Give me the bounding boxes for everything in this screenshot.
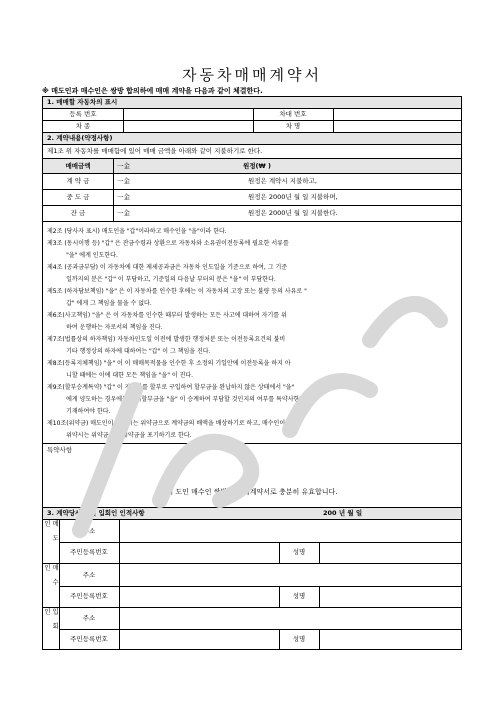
balance-value: 一金 <box>117 209 130 218</box>
buyer-address-field[interactable] <box>119 564 461 586</box>
contract-clause-line: 하여 운행하는 자로서의 책임을 진다. <box>47 324 163 331</box>
seller-id-label: 주민등록번호 <box>70 548 108 557</box>
car-name-field[interactable] <box>333 121 463 132</box>
reg-no-field[interactable] <box>123 109 253 120</box>
buyer-name-label: 성명 <box>292 592 306 601</box>
reg-no-label: 등록 번호 <box>69 110 97 119</box>
seller-address-label: 주소 <box>82 526 96 535</box>
contract-clause-line: 제9조(할부승계특약) "갑" 이 자동차를 할부로 구입하여 할부금을 완납하지 않은 상태에서 "을" <box>47 384 295 391</box>
price-value: 一金 <box>117 161 130 170</box>
buyer-label: 매수인 <box>43 564 60 593</box>
contract-clause-line: 제8조(등록지체책임) "을" 이 이 매매목적물을 인수한 후 소정의 기일안에 이전등록을 하지 아 <box>47 360 291 367</box>
section2-heading: 2. 계약내용(약정사항) <box>47 134 113 143</box>
contract-clause-line: 기타 행정상의 하자에 대하여는 "갑" 이 그 책임을 진다. <box>47 348 211 355</box>
car-type-field[interactable] <box>123 121 253 132</box>
special-terms-label: 특약사항 <box>47 446 73 454</box>
buyer-name-field[interactable] <box>319 586 461 607</box>
deposit-row <box>43 174 461 190</box>
buyer-id-field[interactable] <box>119 586 279 607</box>
vehicle-row-1 <box>43 109 461 121</box>
price-label: 매매금액 <box>65 161 91 170</box>
price-words: 원정(₩ ) <box>243 161 271 170</box>
seller-name-label: 성명 <box>292 548 306 557</box>
validity-statement: 이 도인 매수인 쌍방의 매매계약서로 충분히 유효합니다. <box>166 488 338 496</box>
deposit-label: 계 약 금 <box>66 177 90 186</box>
witness-id-field[interactable] <box>119 629 279 650</box>
seller-id-field[interactable] <box>119 542 279 563</box>
balance-row <box>43 206 461 222</box>
contract-clause-line: 니할 때에는 이에 대한 모든 책임을 "을" 이 진다. <box>47 372 194 379</box>
seller-block <box>43 520 461 564</box>
balance-label: 잔 금 <box>70 209 86 218</box>
seller-address-field[interactable] <box>119 520 461 542</box>
middle-label: 중 도 금 <box>66 193 90 202</box>
section1-heading: 1. 매매할 자동차의 표시 <box>47 98 118 107</box>
contract-clause-line: 에게 양도하는 경우에는 잔여할부금을 "을" 이 승계하여 부담할 것인지의 여부를 특약사항란에 <box>47 396 311 403</box>
deposit-value: 一金 <box>117 177 130 186</box>
car-name-label: 차 명 <box>285 122 301 131</box>
buyer-block <box>43 564 461 608</box>
witness-block <box>43 608 461 650</box>
witness-name-field[interactable] <box>319 629 461 650</box>
contract-clause-line: 일까지의 분은 "갑" 이 부담하고, 기준일의 다음날 부터의 분은 "을" 이 부담한다. <box>47 276 276 283</box>
contract-clause-line: 제4조 (공과금부담) 이 자동차에 대한 제세공과금은 자동차 인도일을 기준으로 하여, 그 기준 <box>47 264 288 271</box>
contract-clause-line: 제7조(법률상의 하자책임) 자동차인도일 이전에 발생한 행정처분 또는 이전등록요건의 불비 <box>47 336 286 343</box>
contract-clause-line: 제6조(사고책임) "을" 은 이 자동차를 인수한 때부터 발생하는 모든 사고에 대하여 자기를 위 <box>47 312 287 319</box>
witness-id-label: 주민등록번호 <box>70 635 108 644</box>
middle-value: 一金 <box>117 193 130 202</box>
section3-heading-row <box>43 508 461 520</box>
witness-address-field[interactable] <box>119 608 461 629</box>
witness-address-label: 주소 <box>82 614 96 623</box>
section3-heading: 3. 계약당사자 및 입회인 인적사항 <box>47 509 145 518</box>
contract-clause-line: 제5조 (하자담보책임) "을" 은 이 자동차를 인수한 후에는 이 자동차의 고장 또는 불량 등의 사유로 " <box>47 288 307 295</box>
contract-clause-line: 제10조(위약금) 매도인이 위약시는 위약금으로 계약금의 배액을 배상하기로 하고, 매수인이 <box>47 420 286 427</box>
section2-heading-row <box>43 133 461 145</box>
deposit-text: 원정은 계약시 지불하고, <box>248 177 317 186</box>
buyer-id-label: 주민등록번호 <box>70 592 108 601</box>
clause1-row <box>43 145 461 159</box>
chassis-no-field[interactable] <box>333 109 463 120</box>
clauses-block <box>43 222 461 444</box>
chassis-no-label: 차대 번호 <box>279 110 307 119</box>
special-terms-block <box>43 444 461 508</box>
balance-text: 원정은 2000년 월 일 지불한다. <box>248 209 338 218</box>
seller-label: 매도인 <box>43 520 60 549</box>
contract-form <box>42 96 462 650</box>
contract-clause-line: "을" 에게 인도한다. <box>47 252 118 259</box>
section1-heading-row <box>43 97 461 109</box>
car-type-label: 차 종 <box>75 122 91 131</box>
contract-clause-line: 제2조 (당사자 표시) 매도인을 "갑"이라하고 매수인을 "을"이라 한다. <box>47 228 227 235</box>
contract-clause-line: 기재하여야 한다. <box>47 408 111 415</box>
document-title: 자동차매매계약서 <box>182 66 322 84</box>
middle-text: 원정은 2000년 월 일 지불하며, <box>248 193 338 202</box>
witness-label: 입회인 <box>43 608 60 637</box>
contract-clause-line: 갑" 에게 그 책임을 물을 수 없다. <box>47 300 152 307</box>
seller-name-field[interactable] <box>319 542 461 563</box>
contract-clause-line: 위약시는 위약금으로 계약금을 포기하기로 한다. <box>47 432 192 439</box>
price-row <box>43 159 461 174</box>
contract-date: 200 년 월 일 <box>323 509 363 518</box>
intro-text: ※ 매도인과 매수인은 쌍방 합의하에 매매 계약을 다음과 같이 체결한다. <box>42 87 263 95</box>
middle-row <box>43 190 461 206</box>
vehicle-row-2 <box>43 121 461 133</box>
buyer-address-label: 주소 <box>82 570 96 579</box>
witness-name-label: 성명 <box>292 635 306 644</box>
clause-1: 제1조 위 자동차를 매매함에 있어 매매 금액을 아래와 같이 지불하기로 한다. <box>47 147 263 156</box>
contract-clause-line: 제3조 (동시이행 등) "갑" 은 잔금수령과 상환으로 자동차와 소유권이전등록에 필요한 서류를 <box>47 240 289 247</box>
